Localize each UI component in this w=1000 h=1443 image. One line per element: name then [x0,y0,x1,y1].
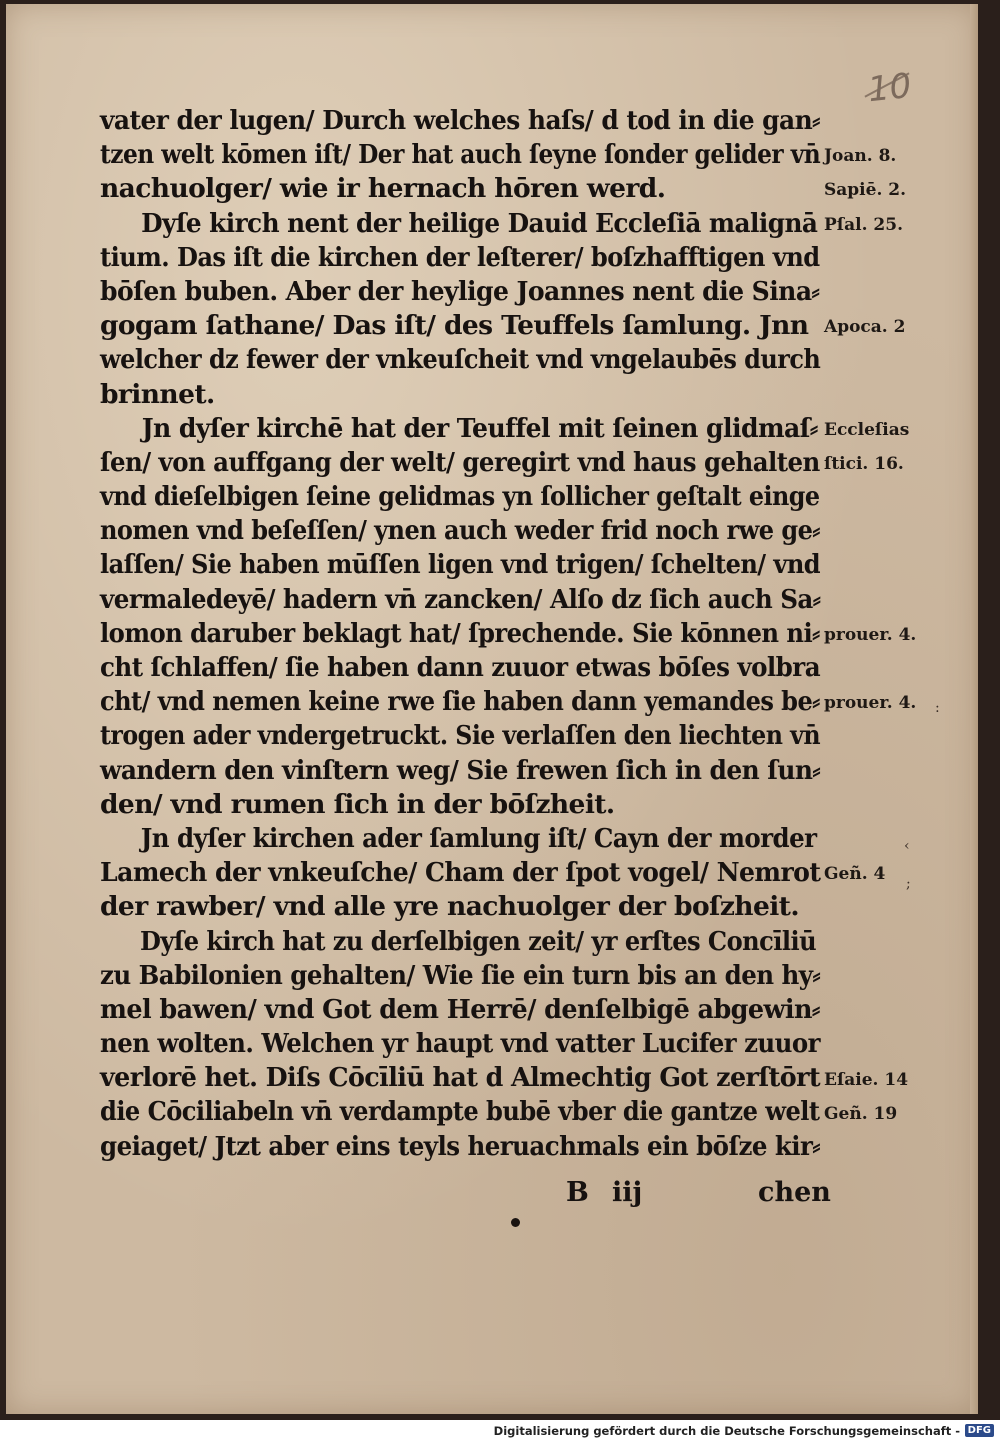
marginal-reference: Joan. 8. [824,146,897,167]
digitization-footer [0,1420,1000,1443]
text-line: tium. Das iſt die kirchen der leſterer/ boſzhafftigen vnd [100,241,820,273]
text-line: der rawber/ vnd alle yre nachuolger der boſzheit. [100,891,799,923]
margin-mark: ‹ [904,838,910,854]
text-line: cht/ vnd nemen keine rwe ſie haben dann yemandes be⸗ [100,686,820,718]
marginal-reference: prouer. 4. [824,693,917,714]
text-line: wandern den vinſtern weg/ Sie frewen ſich in den ſun⸗ [100,754,821,786]
folio-number: 10 [866,65,914,111]
text-line: gogam ſathane/ Das iſt/ des Teuffels ſamlung. Jnn [100,310,809,342]
marginal-reference: Eſaie. 14 [824,1069,909,1090]
marginal-reference: Pſal. 25. [824,214,903,235]
text-line: welcher dz fewer der vnkeuſcheit vnd vngelaubēs durch [100,344,821,376]
text-line: vater der lugen/ Durch welches haſs/ d tod in die gan⸗ [100,105,820,136]
signature-mark: B [566,1177,589,1208]
text-line: nen wolten. Welchen yr haupt vnd vatter Lucifer zuuor [100,1028,820,1060]
text-line: Dyſe kirch nent der heilige Dauid Eccleſiā malignā [141,207,818,239]
text-line: tzen welt kōmen iſt/ Der hat auch ſeyne ſonder gelider vn̄ [100,139,821,171]
marginal-reference: Apoca. 2 [824,317,906,338]
signature-numeral: iij [612,1177,643,1208]
marginal-reference: Sapiē. 2. [824,180,907,201]
text-line: cht ſchlaffen/ ſie haben dann zuuor etwas bōſes volbra [100,652,821,683]
ink-dot [511,1218,520,1227]
page-edge [970,4,978,1414]
text-line: lomon daruber beklagt hat/ ſprechende. Sie kōnnen ni⸗ [100,617,820,649]
footer-credit: Digitalisierung gefördert durch die Deutsche Forschungsgemeinschaft - [493,1424,960,1438]
text-line: nomen vnd beſeſſen/ ynen auch weder frid noch rwe ge⸗ [100,515,820,547]
text-line: bōſen buben. Aber der heylige Joannes nent die Sina⸗ [100,275,820,307]
text-line: vnd dieſelbigen ſeine gelidmas yn ſollicher geſtalt einge [100,481,820,513]
text-line: brinnet. [100,378,215,410]
main-text-block [100,104,820,1164]
marginal-reference: Geñ. 19 [824,1103,898,1124]
dfg-logo: DFG [965,1424,994,1437]
text-line: vermaledeyē/ hadern vn̄ zancken/ Alſo dz ſich auch Sa⸗ [100,583,821,615]
catchword: chen [758,1177,831,1208]
text-line: verlorē het. Diſs Cōcīliū hat d Almechtig Got zerſtōrt [100,1062,821,1094]
marginal-reference: Geñ. 4 [824,864,886,885]
text-line: mel bawen/ vnd Got dem Herrē/ denſelbigē abgewin⸗ [100,993,820,1025]
text-line: nachuolger/ wie ir hernach hōren werd. [100,173,666,205]
text-line: ſen/ von auffgang der welt/ geregirt vnd haus gehalten [100,446,820,478]
text-line: zu Babilonien gehalten/ Wie ſie ein turn bis an den hy⸗ [100,959,821,991]
text-line: den/ vnd rumen ſich in der bōſzheit. [100,788,615,820]
text-line: laſſen/ Sie haben mūſſen ligen vnd trigen/ ſchelten/ vnd [100,549,821,581]
text-line: trogen ader vndergetruckt. Sie verlaſſen den liechten vn̄ [100,720,821,752]
text-line: Dyſe kirch hat zu derſelbigen zeit/ yr erſtes Concīliū [140,925,817,957]
text-line: Jn dyſer kirchē hat der Teuffel mit ſeinen glidmaſ⸗ [141,412,818,444]
marginal-reference: ſtici. 16. [824,454,904,474]
marginal-reference: Eccleſias [824,419,910,440]
text-line: geiaget/ Jtzt aber eins teyls heruachmals ein bōſze kir⸗ [100,1130,821,1162]
text-line: Lamech der vnkeuſche/ Cham der ſpot vogel/ Nemrot [100,857,821,889]
margin-mark: : [935,700,940,716]
text-line: die Cōciliabeln vn̄ verdampte bubē vber die gantze welt [100,1096,820,1128]
text-line: Jn dyſer kirchen ader ſamlung iſt/ Cayn der morder [140,822,817,854]
marginal-reference: prouer. 4. [824,625,917,645]
margin-mark: ; [906,876,911,892]
